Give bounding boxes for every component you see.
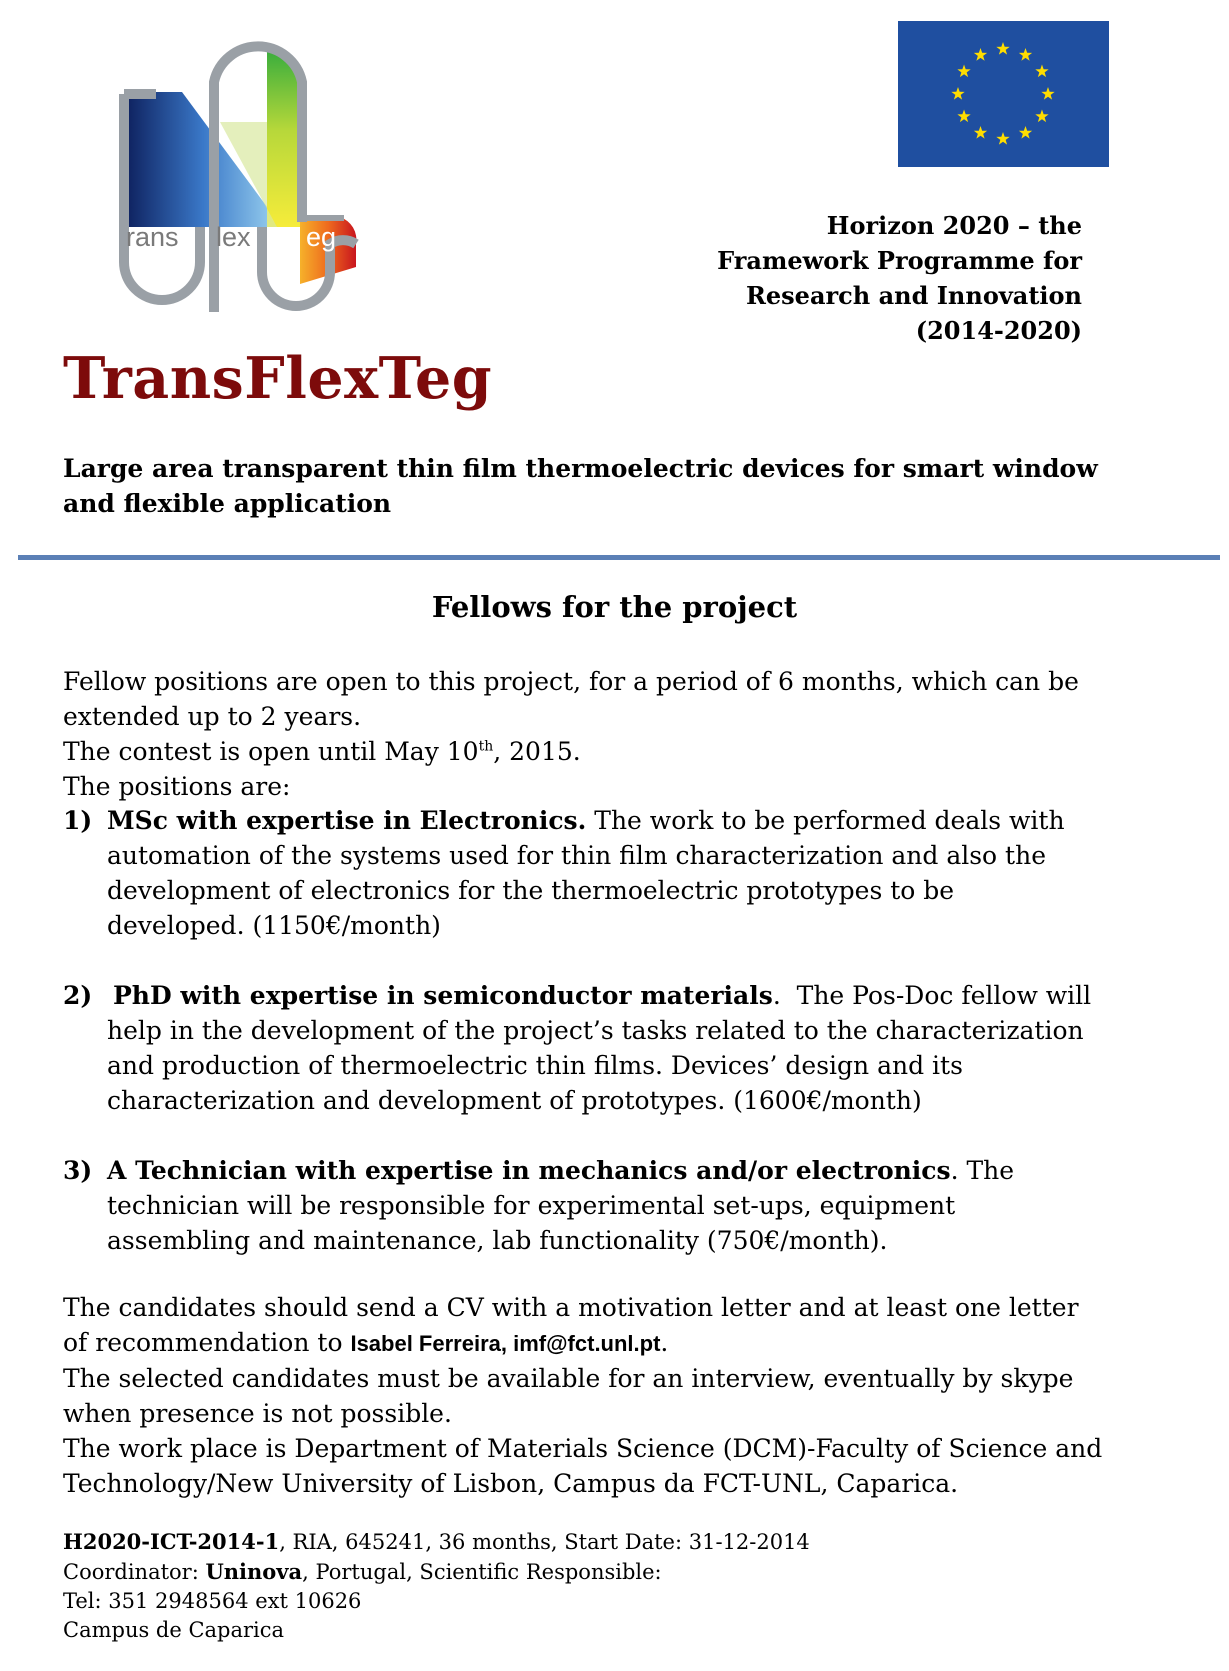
contest-sup: th xyxy=(478,738,494,755)
position-line: help in the development of the project’s tasks related to the characterization xyxy=(107,1016,1084,1045)
contest-suffix: , 2015. xyxy=(493,737,581,766)
position-line: assembling and maintenance, lab functionality (750€/month). xyxy=(107,1226,888,1255)
section-divider xyxy=(18,555,1220,560)
position-number: 3) xyxy=(63,1156,93,1185)
contact-line: when presence is not possible. xyxy=(63,1399,452,1428)
contest-prefix: The contest is open until May 10 xyxy=(63,737,479,766)
coordinator-name: Uninova xyxy=(205,1559,303,1584)
subtitle-line: and flexible application xyxy=(63,489,392,518)
footer-tel: Tel: 351 2948564 ext 10626 xyxy=(63,1589,362,1613)
position-number: 1) xyxy=(63,806,93,835)
position-line: automation of the systems used for thin film characterization and also the xyxy=(107,841,1046,870)
logo-fragment-1: rans xyxy=(126,222,179,252)
position-line: technician will be responsible for experimental set-ups, equipment xyxy=(107,1191,956,1220)
section-heading: Fellows for the project xyxy=(431,590,798,624)
contact-prefix: of recommendation to xyxy=(63,1328,351,1357)
position-number: 2) xyxy=(63,981,93,1010)
position-item xyxy=(63,1153,1183,1258)
footer-campus: Campus de Caparica xyxy=(63,1618,285,1642)
contact-line xyxy=(63,1325,1183,1361)
contact-line: The work place is Department of Materials Science (DCM)-Faculty of Science and xyxy=(63,1434,1103,1463)
position-item xyxy=(63,803,1183,943)
logo-fragment-3: eg xyxy=(306,222,337,252)
footer-coordinator xyxy=(63,1557,1163,1587)
programme-line: (2014-2020) xyxy=(915,316,1082,345)
footer-grant xyxy=(63,1527,1163,1557)
transflexteg-logo-icon xyxy=(112,22,380,312)
grant-code: H2020-ICT-2014-1 xyxy=(63,1529,280,1554)
position-line: The work to be performed deals with xyxy=(586,806,1065,835)
coordinator-suffix: , Portugal, Scientific Responsible: xyxy=(302,1560,662,1584)
contact-suffix: . xyxy=(660,1328,669,1357)
programme-line: Horizon 2020 – the xyxy=(826,211,1082,240)
position-title: A Technician with expertise in mechanics and/or electronics xyxy=(107,1156,951,1185)
subtitle-line: Large area transparent thin film thermoelectric devices for smart window xyxy=(63,454,1098,483)
contact-line: Technology/New University of Lisbon, Campus da FCT-UNL, Caparica. xyxy=(63,1469,959,1498)
contest-deadline xyxy=(63,734,1173,769)
contact-paragraph xyxy=(63,1290,1183,1501)
position-line: . The xyxy=(950,1156,1015,1185)
logo-fragment-2: lex xyxy=(216,222,251,252)
position-title: PhD with expertise in semiconductor materials xyxy=(113,981,773,1010)
position-item xyxy=(63,978,1183,1118)
grant-details: , RIA, 645241, 36 months, Start Date: 31-12-2014 xyxy=(279,1530,810,1554)
contact-line: The candidates should send a CV with a motivation letter and at least one letter xyxy=(63,1293,1079,1322)
project-subtitle xyxy=(63,451,1123,521)
intro-line: extended up to 2 years. xyxy=(63,702,362,731)
contact-person: Isabel Ferreira, imf@fct.unl.pt xyxy=(350,1331,661,1356)
position-line: characterization and development of prototypes. (1600€/month) xyxy=(107,1086,922,1115)
position-line: and production of thermoelectric thin films. Devices’ design and its xyxy=(107,1051,963,1080)
position-line: developed. (1150€/month) xyxy=(107,911,441,940)
eu-flag-icon xyxy=(898,21,1109,167)
position-line: development of electronics for the thermoelectric prototypes to be xyxy=(107,876,955,905)
programme-line: Research and Innovation xyxy=(745,281,1082,310)
intro-paragraph xyxy=(63,664,1173,804)
position-line: . The Pos-Doc fellow will xyxy=(772,981,1092,1010)
project-title: TransFlexTeg xyxy=(63,345,493,412)
positions-label: The positions are: xyxy=(63,772,291,801)
coordinator-label: Coordinator: xyxy=(63,1560,206,1584)
position-title: MSc with expertise in Electronics. xyxy=(107,806,587,835)
intro-line: Fellow positions are open to this project, for a period of 6 months, which can be xyxy=(63,667,1079,696)
programme-line: Framework Programme for xyxy=(717,246,1082,275)
contact-line: The selected candidates must be available for an interview, eventually by skype xyxy=(63,1364,1074,1393)
project-footer xyxy=(63,1527,1163,1645)
programme-label xyxy=(640,208,1082,348)
